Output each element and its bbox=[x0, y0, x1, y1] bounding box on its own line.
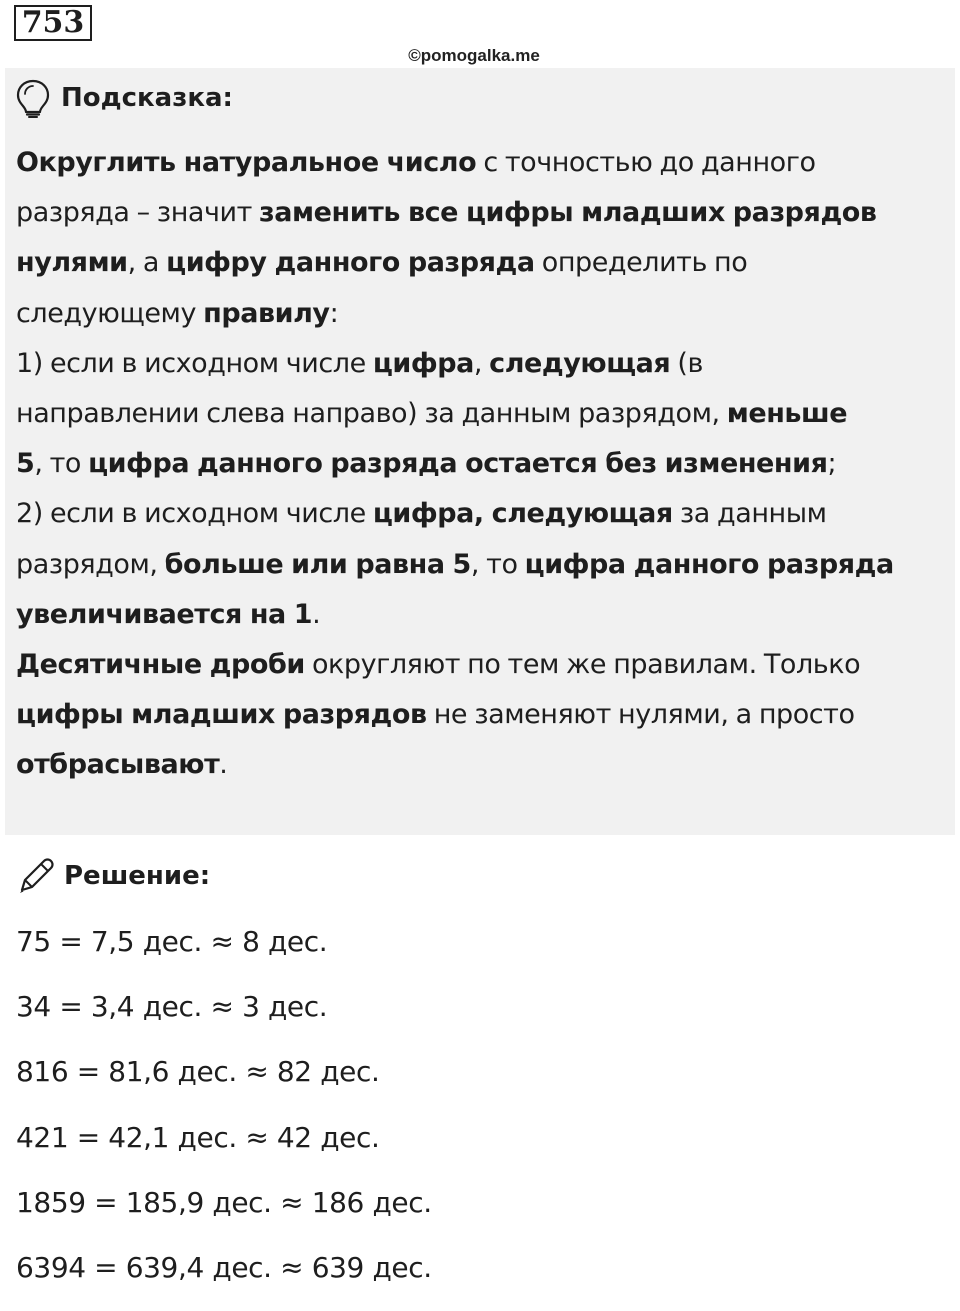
hint-text-segment: округляют по тем же правилам. Только bbox=[304, 648, 861, 680]
solution-row: 816 = 81,6 дес. ≈ 82 дес. bbox=[16, 1055, 380, 1089]
solution-header bbox=[16, 854, 210, 898]
hint-bold-text: цифра данного разряда bbox=[524, 548, 894, 580]
hint-text-segment: , а bbox=[127, 247, 167, 279]
hint-text-segment: за данным bbox=[672, 498, 827, 530]
hint-text-segment: : bbox=[329, 297, 339, 329]
solution-list bbox=[16, 920, 432, 1311]
hint-line bbox=[16, 690, 944, 740]
hint-text-segment: с точностью до данного bbox=[476, 147, 816, 178]
hint-text-segment: . bbox=[219, 749, 228, 781]
hint-bold-text: цифру данного разряда bbox=[166, 247, 535, 279]
lightbulb-icon bbox=[15, 78, 51, 118]
hint-line bbox=[16, 590, 944, 640]
hint-line bbox=[16, 640, 944, 690]
hint-line bbox=[16, 740, 944, 790]
pencil-icon bbox=[16, 856, 56, 896]
solution-row: 6394 = 639,4 дес. ≈ 639 дес. bbox=[16, 1250, 432, 1284]
solution-row: 421 = 42,1 дес. ≈ 42 дес. bbox=[16, 1120, 380, 1154]
hint-bold-text: Десятичные дроби bbox=[16, 648, 305, 680]
hint-bold-text: заменить все цифры младших разрядов bbox=[259, 197, 877, 229]
hint-text-segment: разряда – значит bbox=[16, 197, 260, 229]
hint-text-segment: . bbox=[312, 598, 321, 630]
hint-text-segment: направлении слева направо) за данным разрядом, bbox=[16, 397, 727, 429]
hint-line bbox=[16, 138, 944, 188]
hint-bold-text: увеличивается на 1 bbox=[16, 598, 313, 630]
hint-line bbox=[16, 289, 944, 339]
hint-text bbox=[16, 138, 944, 790]
hint-bold-text: нулями bbox=[16, 247, 128, 279]
hint-header bbox=[15, 78, 233, 118]
hint-bold-text: цифра данного разряда остается без изменения bbox=[88, 448, 828, 480]
solution-title: Решение: bbox=[64, 861, 211, 891]
hint-text-segment: не заменяют нулями, а просто bbox=[426, 699, 855, 731]
hint-text-segment: определить по bbox=[534, 247, 748, 279]
hint-text-segment: , то bbox=[34, 448, 89, 480]
hint-bold-text: правилу bbox=[203, 297, 330, 329]
hint-bold-text: отбрасывают bbox=[16, 749, 220, 781]
hint-text-segment: 2) если в исходном числе bbox=[16, 498, 373, 530]
hint-line bbox=[16, 489, 944, 539]
hint-bold-text: меньше bbox=[726, 397, 848, 429]
hint-bold-text: 5 bbox=[16, 448, 35, 480]
hint-line bbox=[16, 339, 944, 389]
hint-line bbox=[16, 389, 944, 439]
hint-bold-text: Округлить натуральное число bbox=[16, 147, 477, 178]
hint-text-segment: следующему bbox=[16, 297, 204, 329]
hint-bold-text: следующая bbox=[489, 347, 671, 379]
hint-bold-text: цифры младших разрядов bbox=[16, 699, 427, 731]
solution-row: 34 = 3,4 дес. ≈ 3 дес. bbox=[16, 990, 328, 1024]
hint-bold-text: цифра, следующая bbox=[372, 498, 673, 530]
solution-row: 75 = 7,5 дес. ≈ 8 дес. bbox=[16, 925, 328, 958]
hint-title: Подсказка: bbox=[61, 83, 233, 113]
hint-line bbox=[16, 238, 944, 288]
hint-line bbox=[16, 439, 944, 489]
hint-bold-text: цифра bbox=[372, 347, 474, 379]
hint-text-segment: (в bbox=[670, 347, 703, 379]
solution-row: 1859 = 185,9 дес. ≈ 186 дес. bbox=[16, 1185, 432, 1219]
hint-text-segment: , то bbox=[470, 548, 525, 580]
task-number: 753 bbox=[14, 5, 92, 41]
hint-line bbox=[16, 540, 944, 590]
watermark: ©pomogalka.me bbox=[408, 46, 540, 65]
hint-line bbox=[16, 188, 944, 238]
hint-bold-text: больше или равна 5 bbox=[164, 548, 471, 580]
hint-text-segment: разрядом, bbox=[16, 548, 165, 580]
hint-text-segment: ; bbox=[827, 448, 837, 480]
hint-text-segment: 1) если в исходном числе bbox=[16, 347, 373, 379]
hint-box bbox=[5, 68, 955, 835]
hint-text-segment: , bbox=[473, 347, 490, 379]
